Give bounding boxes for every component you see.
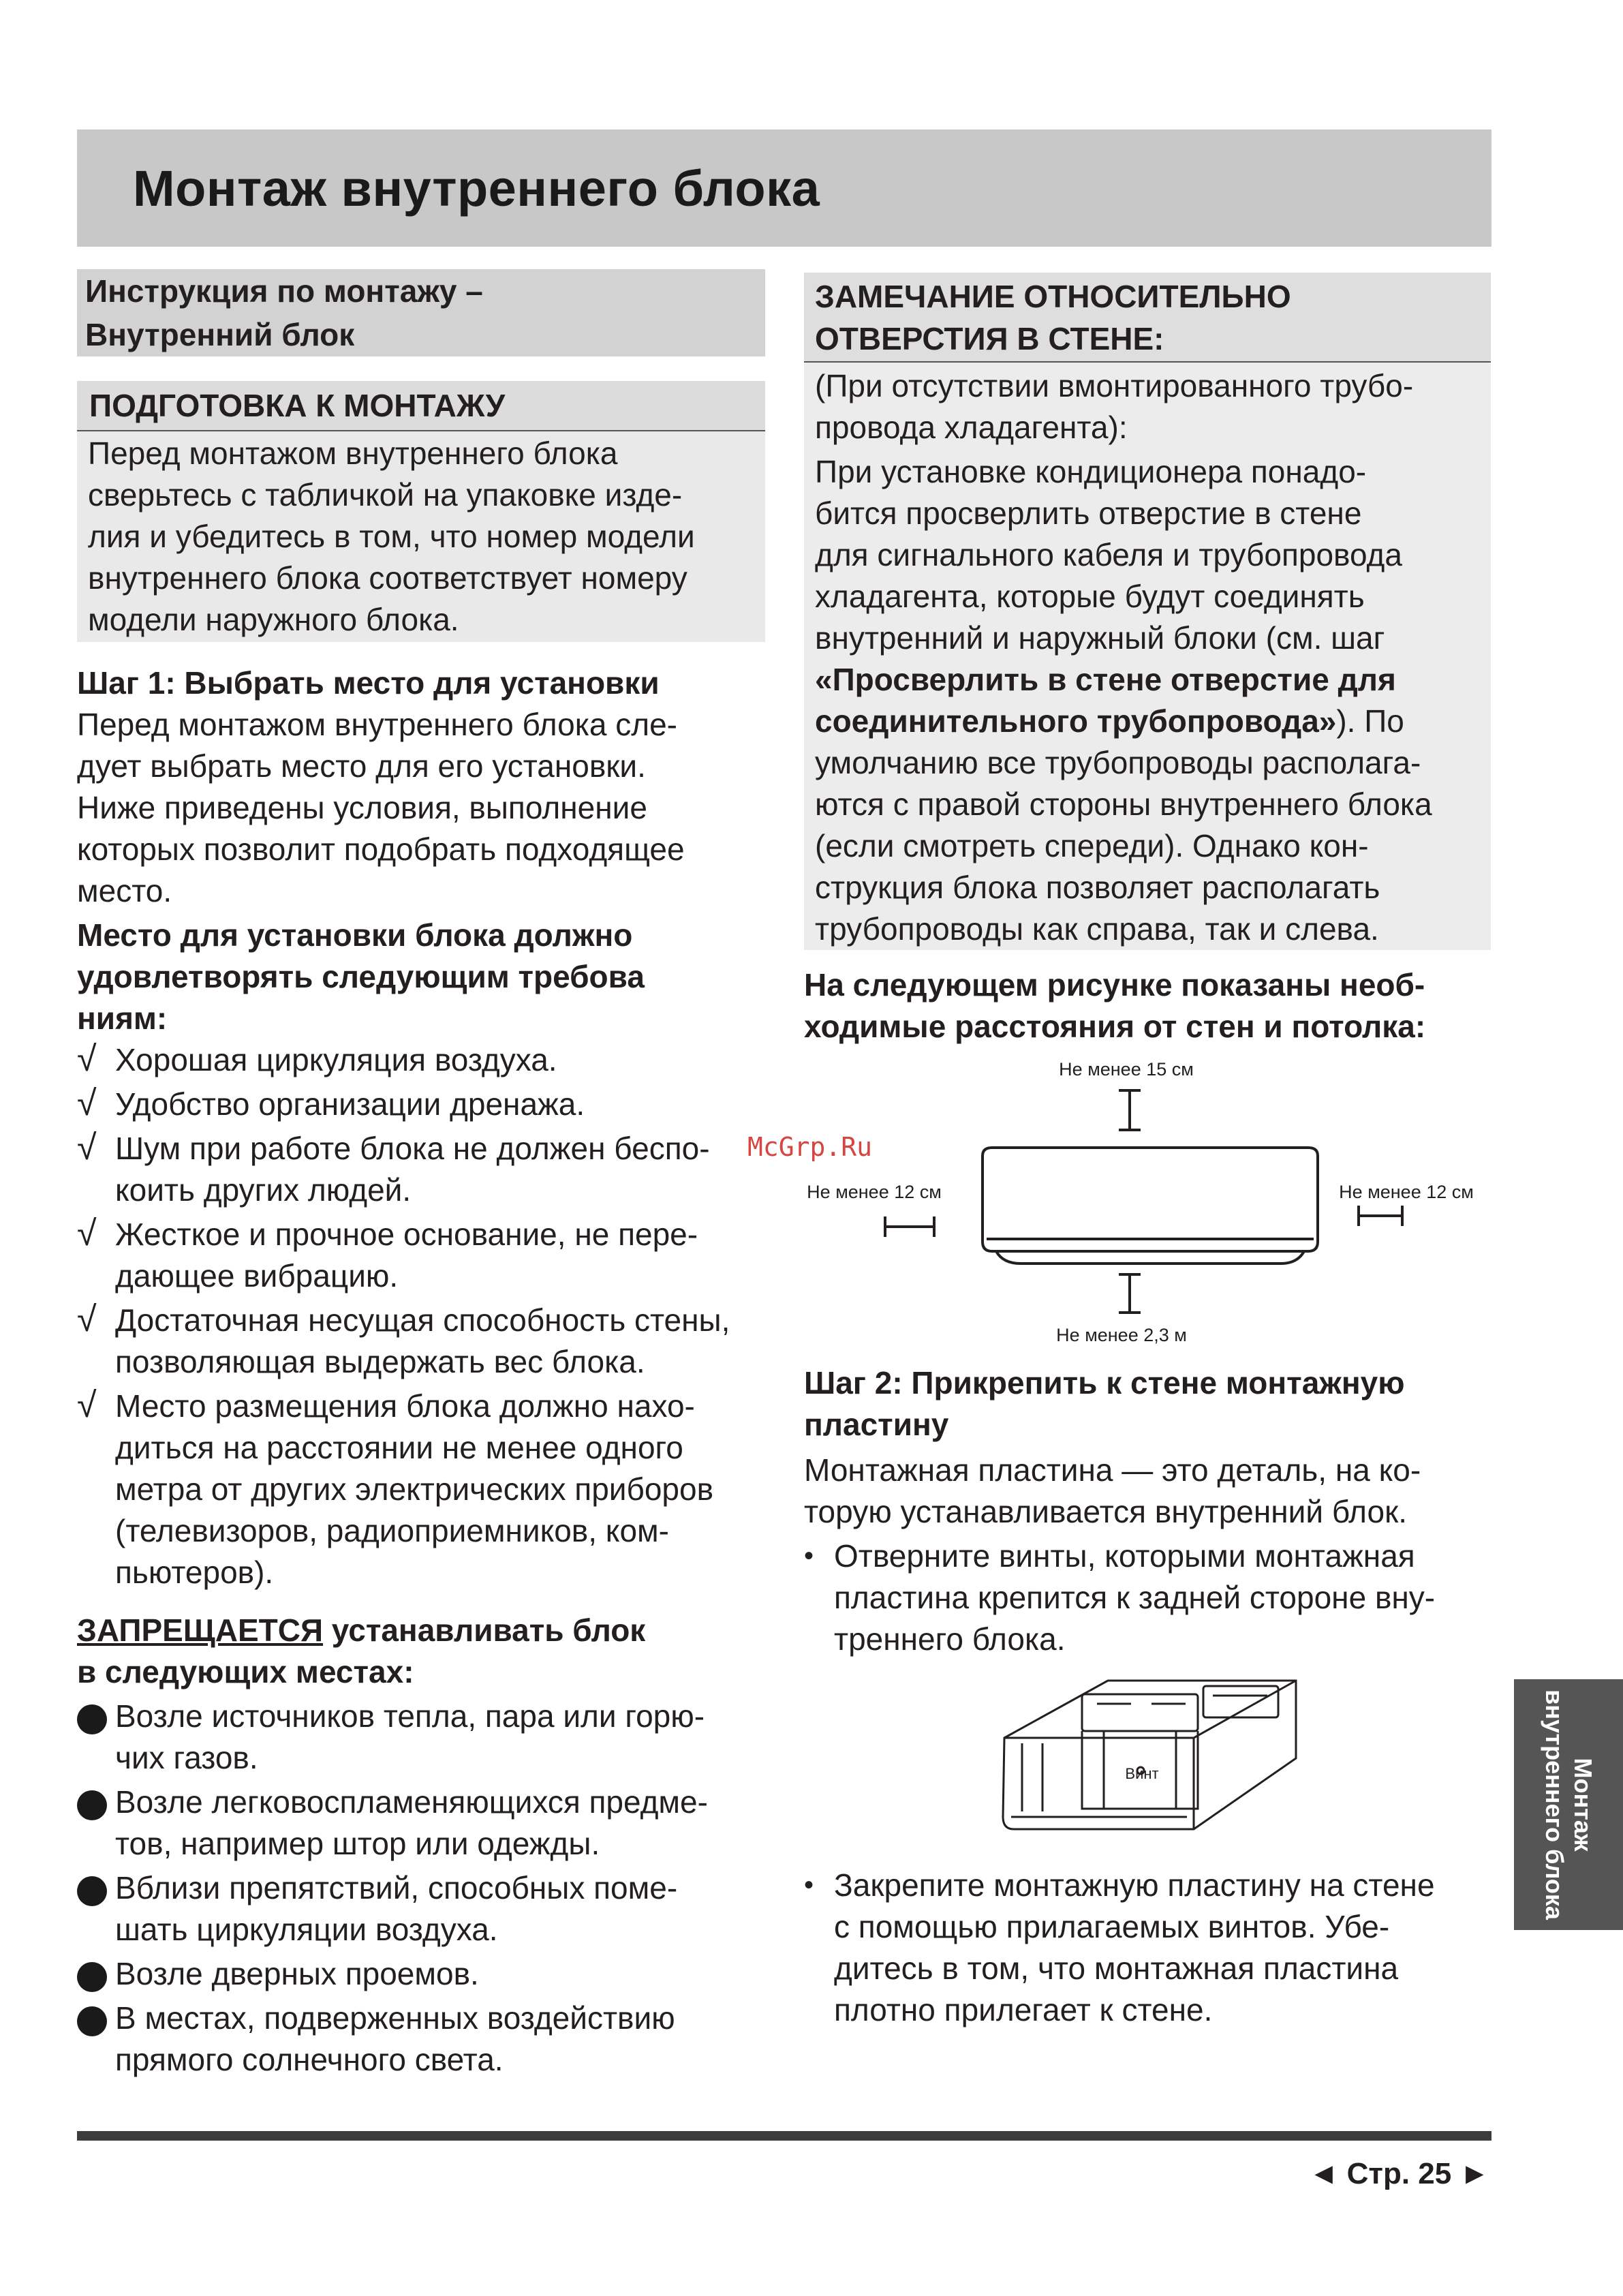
text-line: лия и убедитесь в том, что номер модели: [88, 519, 695, 554]
section-side-tab: [1514, 1679, 1623, 1930]
text-line: чих газов.: [115, 1740, 258, 1775]
text-line: диться на расстоянии не менее одного: [115, 1430, 683, 1465]
bullet-icon: •: [804, 1541, 814, 1571]
text-line: ЗАМЕЧАНИЕ ОТНОСИТЕЛЬНО: [815, 279, 1291, 314]
list-item: [77, 1953, 765, 1995]
text-line: прямого солнечного света.: [115, 2042, 504, 2077]
text-line: сверьтесь с табличкой на упаковке изде-: [88, 477, 683, 512]
text-line: дует выбрать место для его установки.: [77, 748, 646, 784]
text-line: (При отсутствии вмонтированного трубо-: [815, 368, 1414, 403]
text-line: При установке кондиционера понадо-: [815, 454, 1367, 489]
text-line: шать циркуляции воздуха.: [115, 1912, 498, 1947]
text-line: На следующем рисунке показаны необ-: [804, 967, 1425, 1002]
text-line: Достаточная несущая способность стены,: [115, 1302, 730, 1338]
text-line: место.: [77, 873, 172, 908]
text-line: хладагента, которые будут соединять: [815, 579, 1365, 614]
text-line: коить других людей.: [115, 1172, 412, 1208]
prep-box: [77, 381, 765, 642]
text-line: позволяющая выдержать вес блока.: [115, 1344, 645, 1379]
text-line: Перед монтажом внутреннего блока сле-: [77, 707, 677, 742]
text-line: Шум при работе блока не должен беспо-: [115, 1131, 710, 1166]
step2-heading: [804, 1362, 1492, 1445]
requirements-heading: [77, 915, 765, 1039]
text-line: пластина крепится к задней стороне вну-: [834, 1580, 1436, 1615]
list-item: [77, 1867, 765, 1950]
forbid-rest: устанавливать блок: [323, 1612, 646, 1648]
text-line: внутреннего блока соответствует номеру: [88, 560, 687, 596]
bold-ref: соединительного трубопровода»: [815, 703, 1337, 739]
text-line: внутренний и наружный блоки (см. шаг: [815, 620, 1385, 656]
section-title-line: Внутренний блок: [85, 317, 355, 352]
requirements-list: [77, 1039, 765, 1593]
bullet-dot-icon: [77, 1962, 107, 1992]
text-line: Монтажная пластина — это деталь, на ко-: [804, 1452, 1421, 1488]
footer-rule: [77, 2131, 1491, 2141]
step2-section: [804, 1362, 1492, 1660]
after-bold: ). По: [1336, 703, 1404, 739]
bottom-dimension-icon: [1119, 1274, 1141, 1313]
left-column: [77, 269, 765, 2081]
text-line: трубопроводы как справа, так и слева.: [815, 911, 1379, 947]
text-line: метра от других электрических приборов: [115, 1471, 714, 1507]
step1-text: [77, 704, 765, 912]
text-line: внутреннего блока: [1541, 1689, 1568, 1920]
note-heading: [804, 273, 1491, 363]
list-item: [804, 1535, 1492, 1660]
bullet-dot-icon: [77, 1876, 107, 1906]
text-line: ходимые расстояния от стен и потолка:: [804, 1009, 1426, 1044]
list-item: [77, 1214, 765, 1297]
text-line: тов, например штор или одежды.: [115, 1826, 600, 1861]
text-line: модели наружного блока.: [88, 602, 459, 637]
step1-heading: Шаг 1: Выбрать место для установки: [77, 665, 660, 701]
text-line: бится просверлить отверстие в стене: [815, 495, 1362, 531]
text-line: плотно прилегает к стене.: [834, 1992, 1213, 2027]
figure-heading: [804, 964, 1492, 1047]
text-line: Место размещения блока должно нахо-: [115, 1388, 695, 1424]
text-line: Хорошая циркуляция воздуха.: [115, 1042, 557, 1077]
bullet-dot-icon: [77, 1790, 107, 1820]
list-item: [77, 1039, 765, 1081]
text-line: с помощью прилагаемых винтов. Убе-: [834, 1909, 1390, 1944]
prep-heading: ПОДГОТОВКА К МОНТАЖУ: [77, 381, 765, 431]
indoor-unit-icon: [983, 1148, 1318, 1264]
clearance-diagram: [804, 1050, 1492, 1349]
wall-hole-note: [804, 273, 1491, 950]
text-line: Перед монтажом внутреннего блока: [88, 435, 618, 471]
text-line: ОТВЕРСТИЯ В СТЕНЕ:: [815, 321, 1164, 356]
text-line: Возле источников тепла, пара или горю-: [115, 1698, 705, 1734]
page-title: Монтаж внутреннего блока: [133, 160, 820, 217]
text-line: которых позволит подобрать подходящее: [77, 831, 685, 867]
text-line: струкция блока позволяет располагать: [815, 870, 1380, 905]
text-line: Возле легковоспламеняющихся предме-: [115, 1784, 708, 1820]
side-tab-text: [1540, 1689, 1597, 1920]
clearance-left-label: Не менее 12 см: [807, 1182, 942, 1202]
forbidden-list: [77, 1696, 765, 2081]
note-text: [804, 363, 1491, 950]
text-line: (если смотреть спереди). Однако кон-: [815, 828, 1369, 863]
text-line: Жесткое и прочное основание, не пере-: [115, 1216, 698, 1252]
text-line: Монтаж: [1569, 1758, 1597, 1852]
bullet-dot-icon: [77, 2006, 107, 2036]
indoor-unit-back-icon: [1003, 1681, 1296, 1829]
text-line: умолчанию все трубопроводы располага-: [815, 745, 1421, 780]
check-icon: √: [77, 1300, 97, 1339]
forbidden-heading: [77, 1610, 765, 1693]
text-line: Ниже приведены условия, выполнение: [77, 790, 647, 825]
right-dimension-icon: [1359, 1206, 1402, 1226]
text-line: ются с правой стороны внутреннего блока: [815, 786, 1432, 822]
step2-text: [804, 1450, 1492, 1533]
watermark: McGrp.Ru: [747, 1132, 873, 1162]
check-icon: √: [77, 1214, 97, 1253]
mounting-plate-diagram: [995, 1675, 1308, 1839]
check-icon: √: [77, 1128, 97, 1167]
text-line: Отверните винты, которыми монтажная: [834, 1538, 1415, 1574]
text-line: торую устанавливается внутренний блок.: [804, 1494, 1407, 1529]
list-item: [77, 1386, 765, 1593]
clearance-right-label: Не менее 12 см: [1339, 1182, 1474, 1202]
text-line: [815, 701, 1480, 742]
clearance-top-label: Не менее 15 см: [1059, 1059, 1194, 1080]
text-line: дитесь в том, что монтажная пластина: [834, 1950, 1399, 1986]
text-line: Шаг 2: Прикрепить к стене монтажную: [804, 1365, 1405, 1400]
check-icon: √: [77, 1386, 97, 1425]
bullet-dot-icon: [77, 1704, 107, 1734]
list-item: [804, 1865, 1492, 2031]
text-line: «Просверлить в стене отверстие для: [815, 662, 1396, 697]
left-dimension-icon: [885, 1216, 934, 1237]
top-dimension-icon: [1119, 1090, 1141, 1130]
list-item: [77, 1781, 765, 1865]
text-line: (телевизоров, радиоприемников, ком-: [115, 1513, 669, 1548]
right-column: [804, 273, 1491, 950]
section-title-line: Инструкция по монтажу –: [85, 273, 483, 309]
text-line: дающее вибрацию.: [115, 1258, 399, 1294]
step2-bullet-2: [804, 1865, 1492, 2031]
clearance-bottom-label: Не менее 2,3 м: [1056, 1325, 1187, 1345]
title-bar: [77, 129, 1491, 247]
text-line: пластину: [804, 1407, 949, 1442]
list-item: [77, 1084, 765, 1125]
text-line: треннего блока.: [834, 1621, 1066, 1657]
list-item: [77, 1997, 765, 2081]
list-item: [77, 1300, 765, 1383]
screw-label: Винт: [1125, 1765, 1159, 1782]
text-line: Возле дверных проемов.: [115, 1956, 479, 1991]
text-line: [77, 1610, 765, 1651]
text-line: В местах, подверженных воздействию: [115, 2000, 675, 2036]
prep-text: [88, 431, 754, 642]
text-line: в следующих местах:: [77, 1654, 414, 1689]
page-number: ◄ Стр. 25 ►: [1308, 2157, 1489, 2190]
forbid-word: ЗАПРЕЩАЕТСЯ: [77, 1612, 324, 1648]
text-line: Удобство организации дренажа.: [115, 1086, 585, 1122]
check-icon: √: [77, 1084, 97, 1123]
text-line: ниям:: [77, 1000, 168, 1036]
list-item: [77, 1696, 765, 1779]
text-line: удовлетворять следующим требова: [77, 959, 645, 994]
text-line: Место для установки блока должно: [77, 917, 633, 953]
text-line: пьютеров).: [115, 1555, 274, 1590]
check-icon: √: [77, 1039, 97, 1079]
bullet-icon: •: [804, 1870, 814, 1900]
text-line: Вблизи препятствий, способных поме-: [115, 1870, 678, 1905]
text-line: провода хладагента):: [815, 410, 1128, 445]
text-line: Закрепите монтажную пластину на стене: [834, 1867, 1435, 1903]
list-item: [77, 1128, 765, 1211]
text-line: для сигнального кабеля и трубопровода: [815, 537, 1402, 572]
section-title: [77, 269, 765, 356]
